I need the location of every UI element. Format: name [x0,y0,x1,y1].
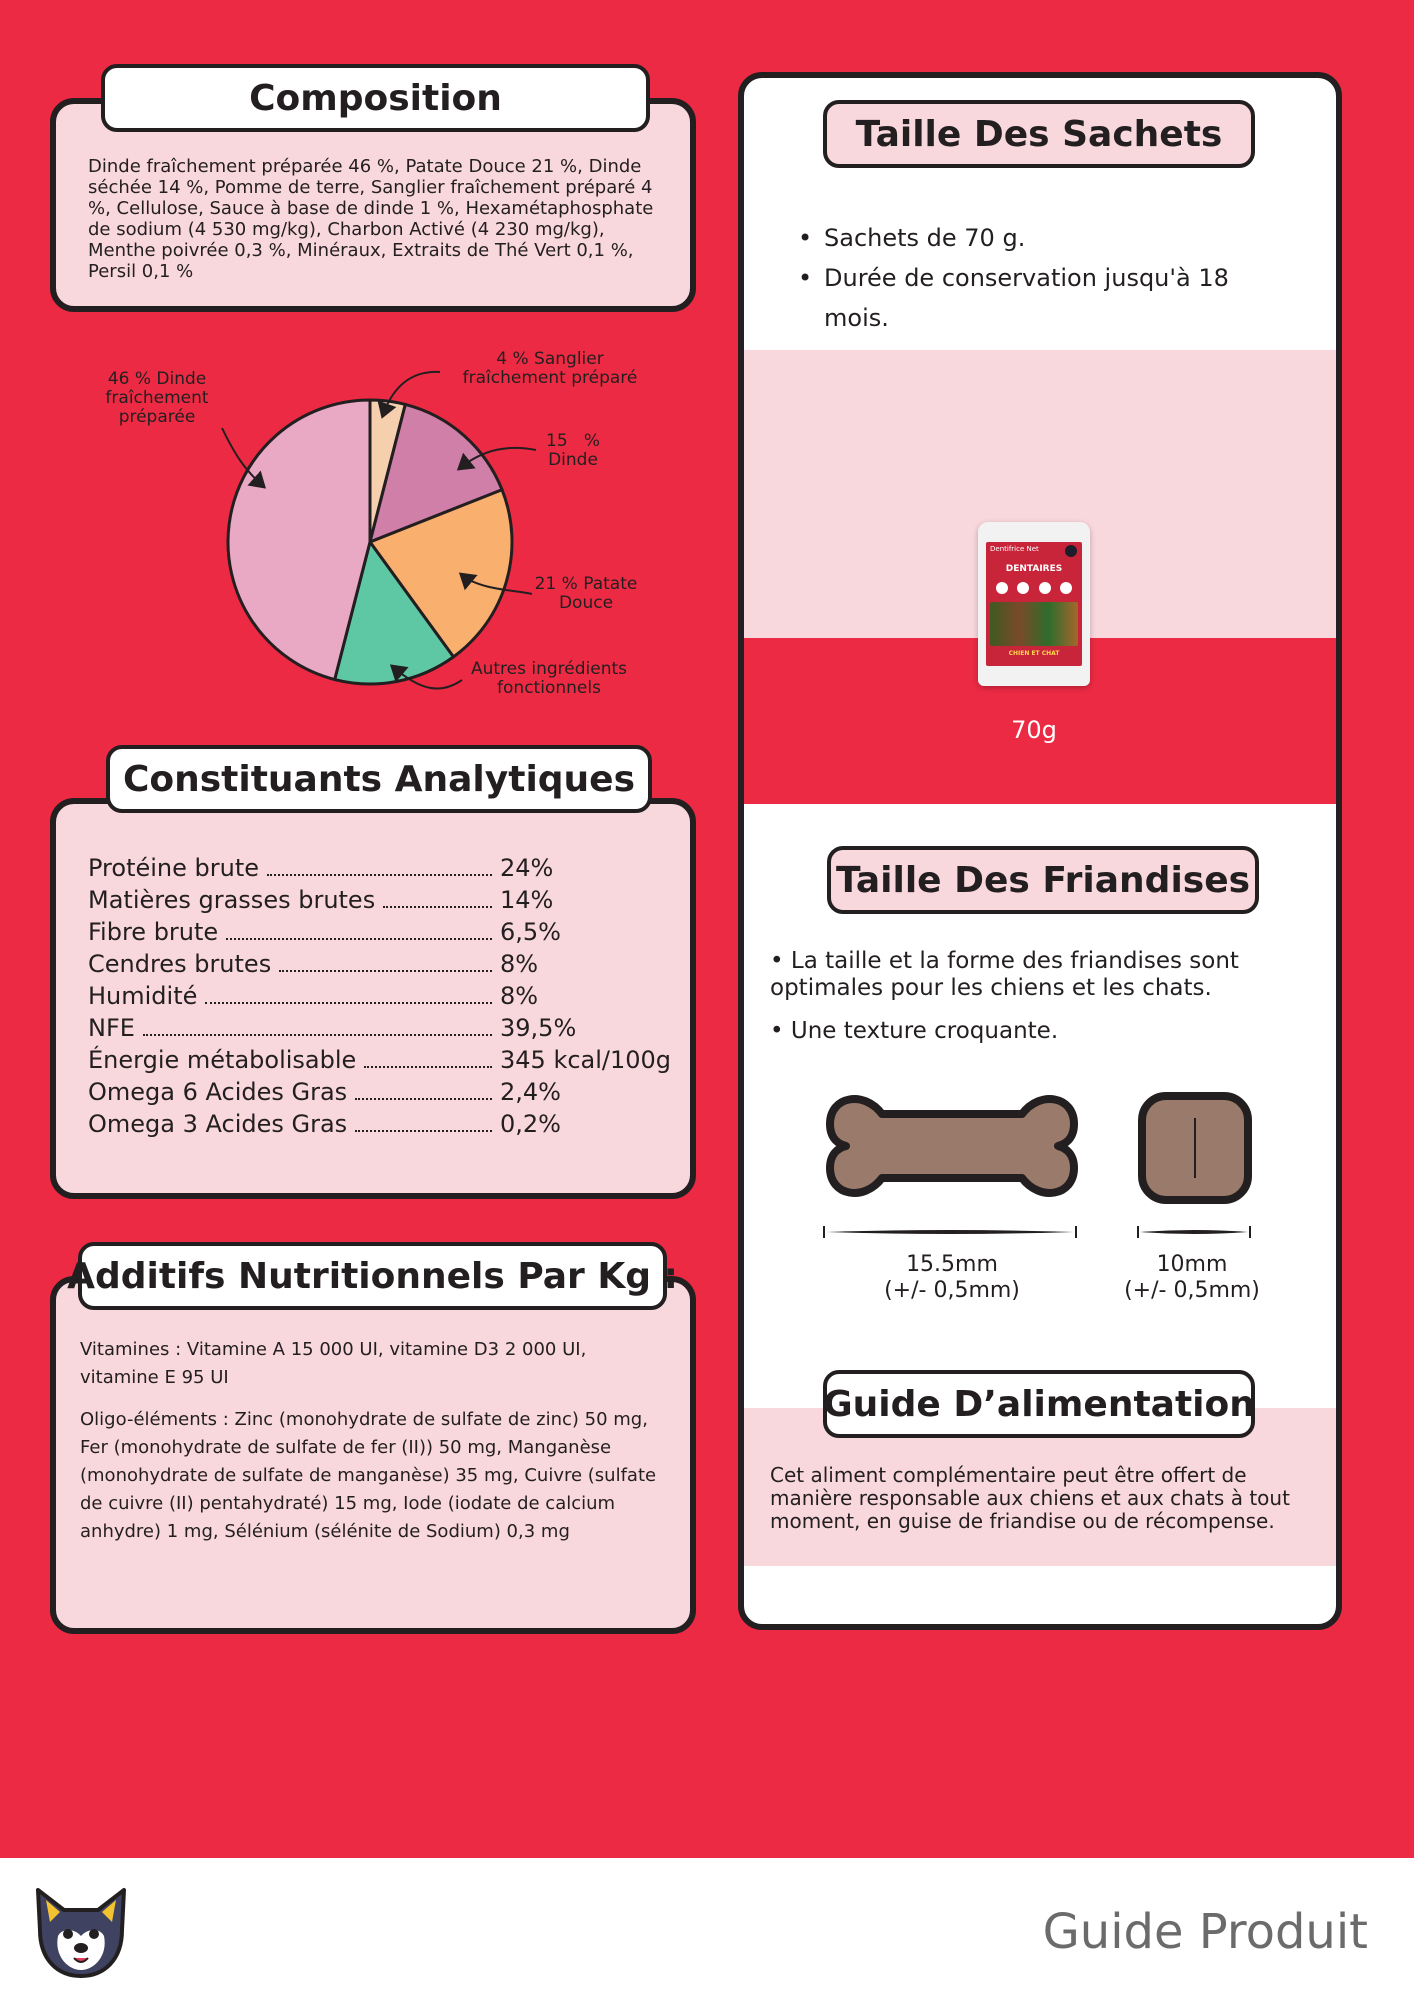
sachets-bullet-size: • Sachets de 70 g. [792,218,1292,258]
analytic-label: Fibre brute [88,918,219,946]
analytic-row [88,948,678,980]
analytic-value: 2,4% [500,1078,561,1106]
analytic-row [88,1108,678,1140]
analytic-row [88,1044,678,1076]
analytic-leader-dots [383,906,492,908]
friandises-bullet-texture: • Une texture croquante. [770,1018,1059,1044]
analytic-row [88,1076,678,1108]
square-dimension-line [1136,1222,1252,1242]
analytic-leader-dots [355,1130,492,1132]
analytic-label: Humidité [88,982,198,1010]
analytic-label: Cendres brutes [88,950,272,978]
bag-product-text: DENTAIRES [1005,564,1063,574]
pie-label-patate: 21 % Patate Douce [534,574,638,613]
pie-label-dinde: 46 % Dinde fraîchement préparée [105,369,209,427]
analytic-value: 39,5% [500,1014,577,1042]
bag-caption: 70g [1011,716,1057,744]
analytic-leader-dots [279,970,492,972]
pie-label-autres: Autres ingrédients fonctionnels [470,659,628,698]
analytic-value: 24% [500,854,554,882]
analytic-leader-dots [364,1066,492,1068]
bone-size-tolerance: (+/- 0,5mm) [884,1278,1020,1303]
product-bag-image [978,522,1090,686]
bag-dog-logo-icon [1065,545,1077,557]
bone-size-value: 15.5mm [906,1252,998,1277]
footer [0,1858,1414,2000]
additifs-card [50,1276,696,1634]
bag-brand-text: Dentifrice Net [990,545,1039,553]
guide-title: Guide D’alimentation [823,1370,1255,1438]
sachets-bullet-shelf-life: • Durée de conservation jusqu'à 18 mois. [792,258,1292,338]
analytic-value: 14% [500,886,554,914]
analytic-leader-dots [143,1034,492,1036]
sachets-bullets [792,218,1292,338]
guide-text: Cet aliment complémentaire peut être offert de manière responsable aux chiens et aux chats à tout moment, en guise de friandise ou de récompense. [770,1463,1290,1533]
footer-label: Guide Produit [1042,1904,1368,1960]
sachets-title: Taille Des Sachets [823,100,1255,168]
analytic-label: Omega 6 Acides Gras [88,1078,348,1106]
analytic-row [88,884,678,916]
bone-size-label [852,1252,1052,1304]
analytic-leader-dots [205,1002,492,1004]
analytic-value: 8% [500,982,539,1010]
analytic-label: Matières grasses brutes [88,886,376,914]
square-size-tolerance: (+/- 0,5mm) [1124,1278,1260,1303]
bag-badges [996,582,1072,596]
square-treat-icon [1136,1090,1254,1206]
square-size-label [1092,1252,1292,1304]
analytic-label: Omega 3 Acides Gras [88,1110,348,1138]
bone-dimension-line [822,1222,1078,1242]
friandises-bullet-shape: • La taille et la forme des friandises sont optimales pour les chiens et les chats. [770,948,1239,1001]
analytic-row [88,852,678,884]
analytic-value: 345 kcal/100g [500,1046,672,1074]
analytic-row [88,980,678,1012]
analytic-label: Énergie métabolisable [88,1046,357,1074]
analytic-label: NFE [88,1014,135,1042]
analytics-card [50,798,696,1199]
bone-treat-icon [824,1086,1080,1206]
analytic-value: 8% [500,950,539,978]
bag-label-panel [986,542,1082,666]
pie-label-sanglier: 4 % Sanglier fraîchement préparé [462,349,638,388]
analytic-row [88,916,678,948]
bag-sub-text: CHIEN ET CHAT [1008,650,1060,657]
additifs-oligo: Oligo-éléments : Zinc (monohydrate de sulfate de zinc) 50 mg, Fer (monohydrate de sulfate de fer (II)) 50 mg, Manganèse (monohydrate de sulfate de manganèse) 35 mg, Cuivre (sulfate de cuivre (II) pentahydraté) 15 mg, Iode (iodate de calcium anhydre) 1 mg, Sélénium (sélénite de Sodium) 0,3 mg [80,1409,657,1542]
friandises-title: Taille Des Friandises [827,846,1259,914]
additifs-title: Additifs Nutritionnels Par Kg : [78,1242,667,1310]
analytics-title: Constituants Analytiques [106,745,652,813]
dog-logo-icon [28,1886,134,1980]
analytic-label: Protéine brute [88,854,260,882]
pie-label-dinde-sechee: 15 % Dinde [546,431,606,470]
analytic-value: 6,5% [500,918,561,946]
square-size-value: 10mm [1156,1252,1228,1277]
composition-text: Dinde fraîchement préparée 46 %, Patate Douce 21 %, Dinde séchée 14 %, Pomme de terre, Sanglier fraîchement préparé 4 %, Cellulose, Sauce à base de dinde 1 %, Hexamétaphosphate de sodium (4 530 mg/kg), Charbon Activé (4 230 mg/kg), Menthe poivrée 0,3 %, Minéraux, Extraits de Thé Vert 0,1 %, Persil 0,1 % [88,156,654,282]
analytic-leader-dots [355,1098,492,1100]
bag-photo [990,602,1078,646]
composition-title: Composition [101,64,650,132]
analytic-value: 0,2% [500,1110,561,1138]
analytic-leader-dots [226,938,492,940]
analytics-list [88,852,678,1140]
analytic-leader-dots [267,874,492,876]
analytic-row [88,1012,678,1044]
additifs-vitamins: Vitamines : Vitamine A 15 000 UI, vitamine D3 2 000 UI, vitamine E 95 UI [80,1339,587,1388]
